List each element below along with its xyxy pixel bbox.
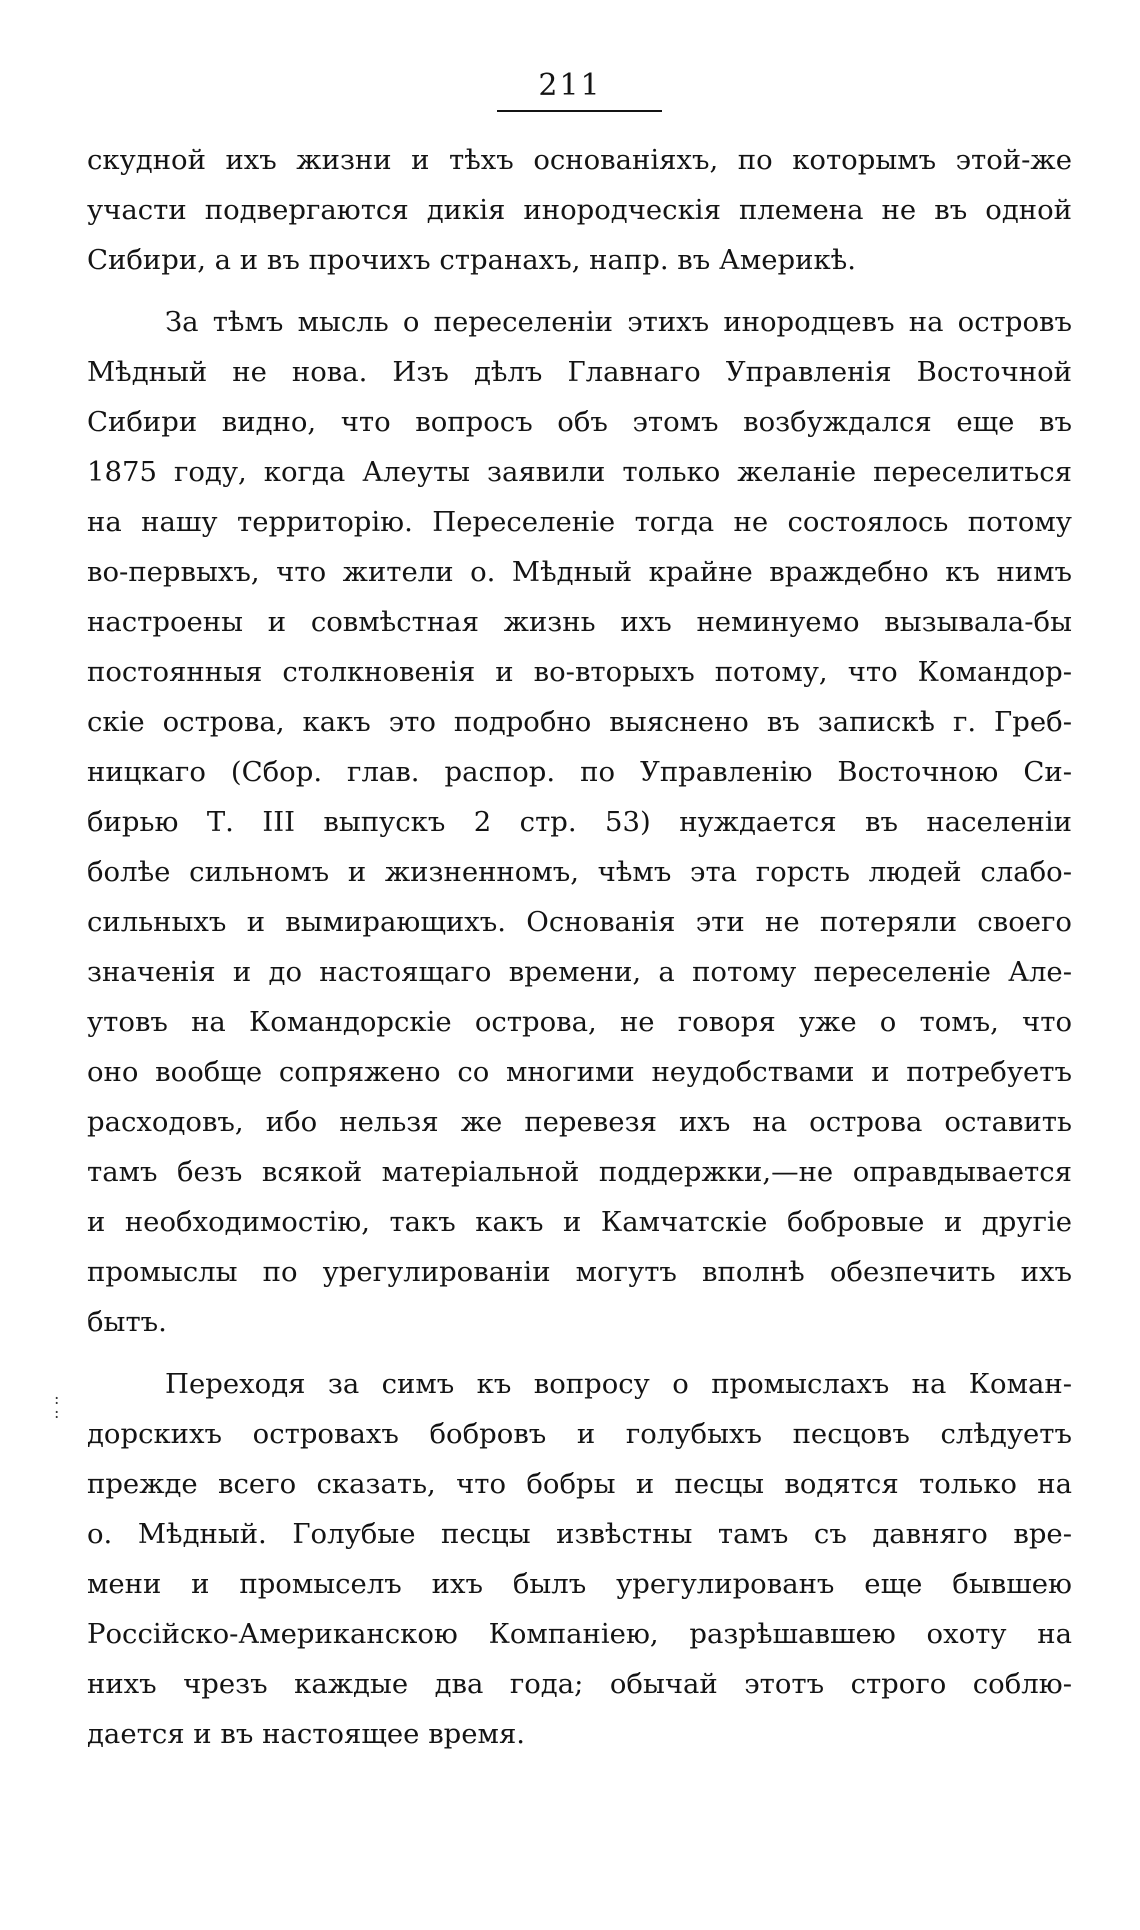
text-line: ницкаго (Сбор. глав. распор. по Управленію Восточною Си- [87,756,1072,788]
text-line: скіе острова, какъ это подробно выяснено въ запискѣ г. Греб- [87,706,1072,738]
text-line: расходовъ, ибо нельзя же перевезя ихъ на острова оставить [87,1106,1072,1138]
text-line: промыслы по урегулированіи могутъ вполнѣ обезпечить ихъ [87,1256,1072,1288]
text-line: постоянныя столкновенія и во-вторыхъ потому, что Командор- [87,656,1072,688]
margin-mark: : : [54,1389,60,1422]
text-line: утовъ на Командорскіе острова, не говоря уже о томъ, что [87,1006,1072,1038]
paragraph-2 [87,297,1072,1347]
page-number: 211 [538,68,602,103]
text-line: тамъ безъ всякой матеріальной поддержки,—не оправдывается [87,1156,1072,1188]
text-line: дается и въ настоящее время. [87,1718,526,1750]
text-line: бытъ. [87,1306,167,1338]
text-line: оно вообще сопряжено со многими неудобствами и потребуетъ [87,1056,1072,1088]
text-line: болѣе сильномъ и жизненномъ, чѣмъ эта горсть людей слабо- [87,856,1072,888]
paragraph-3 [87,1359,1072,1759]
body-text [87,135,1072,1759]
text-line: бирью Т. III выпускъ 2 стр. 53) нуждается въ населеніи [87,806,1072,838]
text-line: дорскихъ островахъ бобровъ и голубыхъ песцовъ слѣдуетъ [87,1418,1072,1450]
text-line: участи подвергаются дикія инородческія племена не въ одной [87,194,1072,226]
text-line: на нашу территорію. Переселеніе тогда не состоялось потому [87,506,1072,538]
page-number-underline [497,110,662,112]
text-line: скудной ихъ жизни и тѣхъ основаніяхъ, по которымъ этой-же [87,144,1072,176]
text-line: Переходя за симъ къ вопросу о промыслахъ на Коман- [165,1368,1072,1400]
text-line: нихъ чрезъ каждые два года; обычай этотъ строго соблю- [87,1668,1072,1700]
text-line: 1875 году, когда Алеуты заявили только желаніе переселиться [87,456,1072,488]
text-line: мени и промыселъ ихъ былъ урегулированъ еще бывшею [87,1568,1072,1600]
text-line: Россійско-Американскою Компаніею, разрѣшавшею охоту на [87,1618,1072,1650]
text-line: сильныхъ и вымирающихъ. Основанія эти не потеряли своего [87,906,1072,938]
text-line: За тѣмъ мысль о переселеніи этихъ инородцевъ на островъ [165,306,1072,338]
text-line: Сибири видно, что вопросъ объ этомъ возбуждался еще въ [87,406,1072,438]
text-line: Сибири, а и въ прочихъ странахъ, напр. въ Америкѣ. [87,244,856,276]
paragraph-1 [87,135,1072,285]
text-line: настроены и совмѣстная жизнь ихъ неминуемо вызывала-бы [87,606,1072,638]
text-line: о. Мѣдный. Голубые песцы извѣстны тамъ съ давняго вре- [87,1518,1072,1550]
text-line: Мѣдный не нова. Изъ дѣлъ Главнаго Управленія Восточной [87,356,1072,388]
text-line: и необходимостію, такъ какъ и Камчатскіе бобровые и другіе [87,1206,1072,1238]
text-line: прежде всего сказать, что бобры и песцы водятся только на [87,1468,1072,1500]
text-line: во-первыхъ, что жители о. Мѣдный крайне враждебно къ нимъ [87,556,1072,588]
text-line: значенія и до настоящаго времени, а потому переселеніе Але- [87,956,1072,988]
